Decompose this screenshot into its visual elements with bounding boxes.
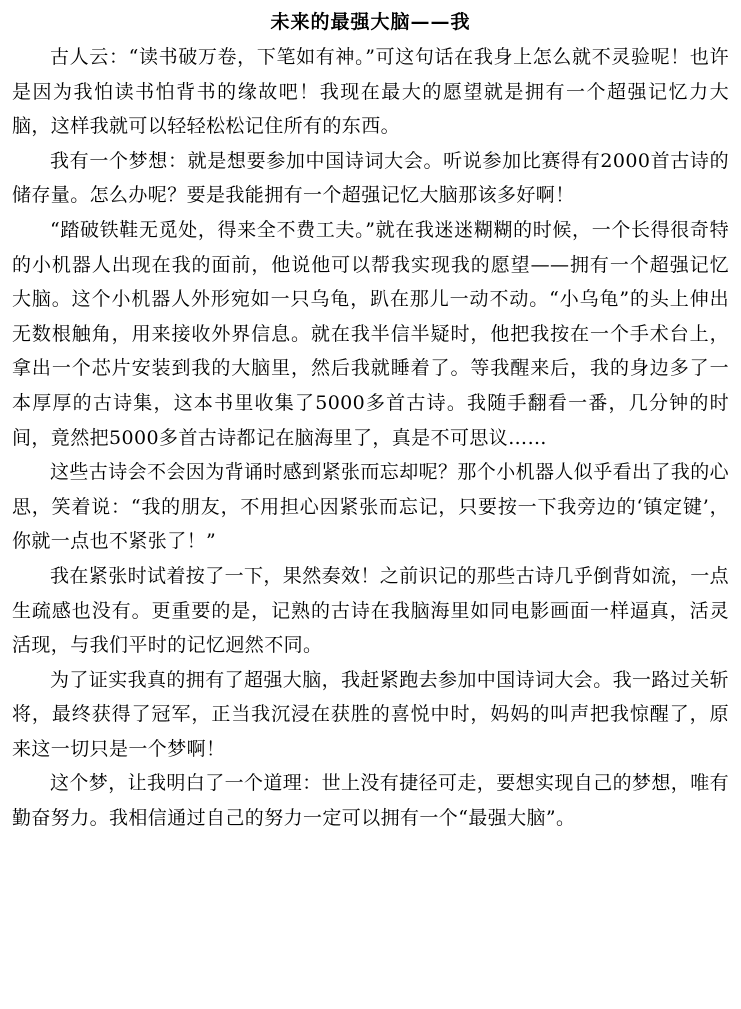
essay-paragraph-1: 古人云：“读书破万卷，下笔如有神。”可这句话在我身上怎么就不灵验呢！也许是因为我怕读书怕背书的缘故吧！我现在最大的愿望就是拥有一个超强记忆力大脑，这样我就可以轻轻松松记住所有的东西。	[12, 46, 729, 138]
essay-paragraph-7: 这个梦，让我明白了一个道理：世上没有捷径可走，要想实现自己的梦想，唯有勤奋努力。我相信通过自己的努力一定可以拥有一个“最强大脑”。	[12, 772, 730, 830]
essay-title: 未来的最强大脑——我	[270, 11, 471, 33]
essay-paragraph-3: “踏破铁鞋无觅处，得来全不费工夫。”就在我迷迷糊糊的时候，一个长得很奇特的小机器人出现在我的面前，他说他可以帮我实现我的愿望——拥有一个超强记忆大脑。这个小机器人外形宛如一只乌龟，趴在那儿一动不动。“小乌龟”的头上伸出无数根触角，用来接收外界信息。就在我半信半疑时，他把我按在一个手术台上，拿出一个芯片安装到我的大脑里，然后我就睡着了。等我醒来后，我的身边多了一本厚厚的古诗集，这本书里收集了5000多首古诗。我随手翻看一番，几分钟的时间，竟然把5000多首古诗都记在脑海里了，真是不可思议……	[12, 218, 729, 449]
essay-paragraph-4: 这些古诗会不会因为背诵时感到紧张而忘却呢？那个小机器人似乎看出了我的心思，笑着说：“我的朋友，不用担心因紧张而忘记，只要按一下我旁边的‘镇定键’，你就一点也不紧张了！”	[12, 461, 730, 553]
essay-paragraph-6: 为了证实我真的拥有了超强大脑，我赶紧跑去参加中国诗词大会。我一路过关斩将，最终获得了冠军，正当我沉浸在获胜的喜悦中时，妈妈的叫声把我惊醒了，原来这一切只是一个梦啊！	[12, 668, 730, 760]
essay-paragraph-2: 我有一个梦想：就是想要参加中国诗词大会。听说参加比赛得有2000首古诗的储存量。怎么办呢？要是我能拥有一个超强记忆大脑那该多好啊！	[12, 149, 729, 207]
essay-page	[12, 6, 729, 836]
essay-paragraph-5: 我在紧张时试着按了一下，果然奏效！之前识记的那些古诗几乎倒背如流，一点生疏感也没有。更重要的是，记熟的古诗在我脑海里如同电影画面一样逼真，活灵活现，与我们平时的记忆迥然不同。	[12, 564, 730, 657]
